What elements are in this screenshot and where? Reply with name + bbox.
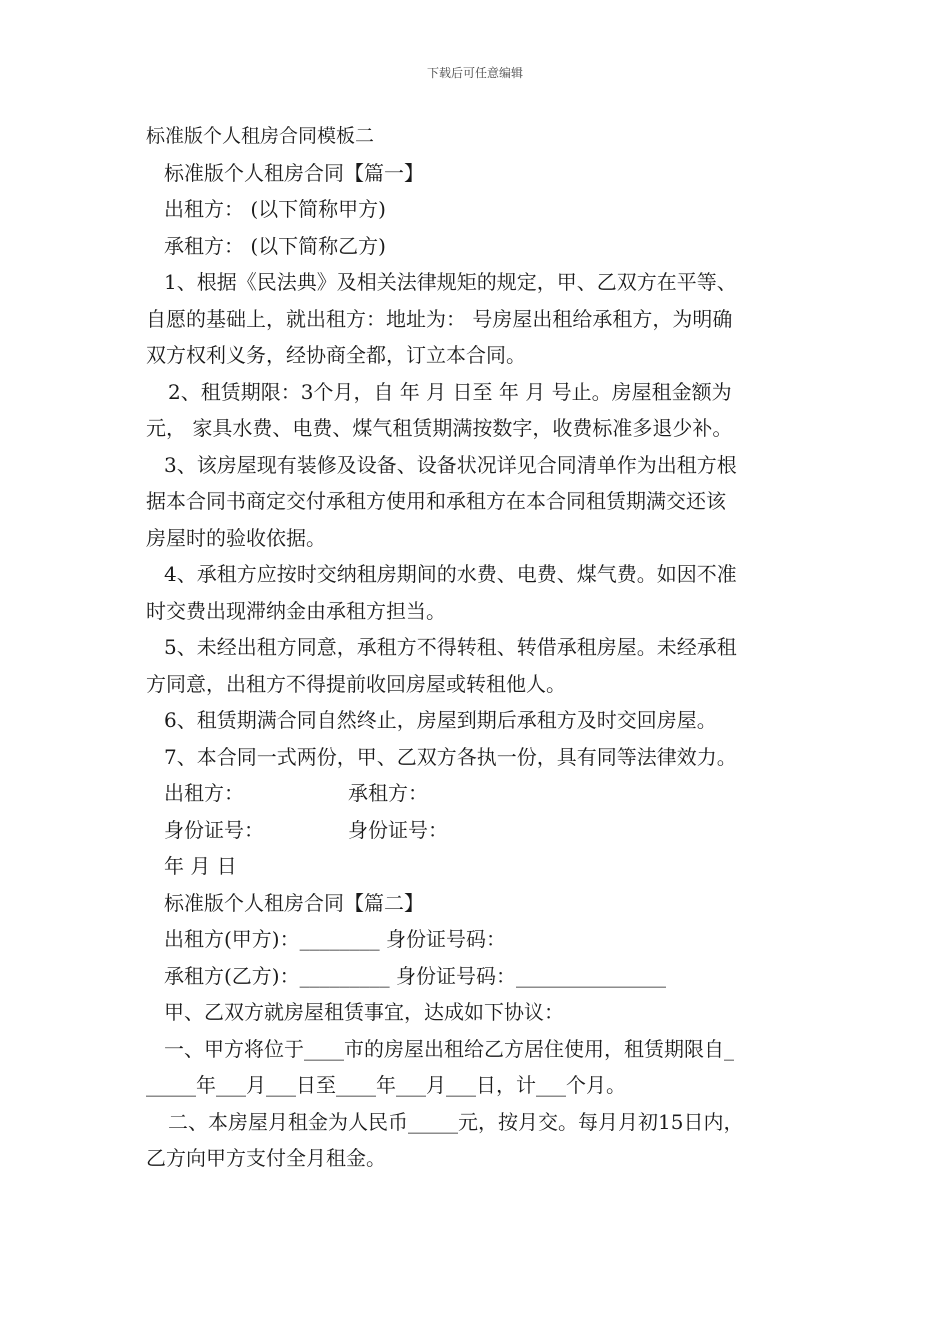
clause-2-line-2: 元， 家具水费、电费、煤气租赁期满按数字，收费标准多退少补。	[146, 416, 733, 440]
clause-3-line-1: 3、该房屋现有装修及设备、设备状况详见合同清单作为出租方根	[164, 452, 737, 477]
lessee-line: 承租方： (以下简称乙方)	[164, 233, 386, 258]
signature-row	[146, 775, 810, 812]
page-header-note: 下载后可任意编辑	[426, 66, 523, 80]
clause-2-line-1: 2、租赁期限：3个月，自 年 月 日至 年 月 号止。房屋租金额为	[168, 379, 732, 404]
id-row	[146, 812, 810, 849]
clause-3-line-3: 房屋时的验收依据。	[146, 525, 326, 550]
clause-5-line-2: 方同意，出租方不得提前收回房屋或转租他人。	[146, 671, 566, 696]
part2-lessor-blank: ________	[299, 927, 380, 951]
clause-3-line-2: 据本合同书商定交付承租方使用和承租方在本合同租赁期满交还该	[146, 489, 726, 513]
clause-6: 6、租赁期满合同自然终止，房屋到期后承租方及时交回房屋。	[164, 708, 717, 732]
clause-1-line-2: 自愿的基础上，就出租方：地址为： 号房屋出租给承租方，为明确	[146, 306, 733, 331]
section-heading-1: 标准版个人租房合同【篇一】	[164, 160, 424, 185]
article-1-line-1: 一、甲方将位于____市的房屋出租给乙方居住使用，租赁期限自_	[164, 1036, 734, 1061]
article-1-line-2: _____年___月___日至____年___月___日，计___个月。	[146, 1073, 626, 1097]
document-title: 标准版个人租房合同模板二	[146, 125, 375, 147]
part2-lessor-id-label: 身份证号码：	[385, 927, 506, 951]
part2-lessor-line	[146, 921, 810, 958]
part2-lessee-line	[146, 958, 810, 995]
date-line: 年 月 日	[164, 854, 237, 878]
clause-1-line-3: 双方权利义务，经协商全都，订立本合同。	[146, 343, 526, 367]
part2-lessor-label: 出租方(甲方)：	[164, 927, 300, 951]
clause-5-line-1: 5、未经出租方同意，承租方不得转租、转借承租房屋。未经承租	[164, 635, 737, 659]
clause-4-line-2: 时交费出现滞纳金由承租方担当。	[146, 598, 446, 623]
document-body	[146, 118, 810, 1177]
clause-1-line-1: 1、根据《民法典》及相关法律规矩的规定，甲、乙双方在平等、	[164, 270, 737, 294]
clause-7: 7、本合同一式两份，甲、乙双方各执一份，具有同等法律效力。	[164, 744, 737, 769]
signature-lessee: 承租方：	[348, 781, 428, 805]
article-2-line-1: 二、本房屋月租金为人民币_____元，按月交。每月月初15日内，	[168, 1109, 744, 1134]
agreement-intro: 甲、乙双方就房屋租赁事宜，达成如下协议：	[164, 1000, 564, 1024]
id-lessor: 身份证号：	[164, 817, 264, 842]
part2-lessee-label: 承租方(乙方)：	[164, 963, 300, 988]
part2-lessee-id-blank: _______________	[515, 963, 666, 988]
part2-lessee-blank: _________	[299, 963, 390, 988]
section-heading-2: 标准版个人租房合同【篇二】	[164, 890, 424, 915]
lessor-line: 出租方： (以下简称甲方)	[164, 197, 386, 221]
id-lessee: 身份证号：	[348, 817, 448, 842]
article-2-line-2: 乙方向甲方支付全月租金。	[146, 1146, 386, 1170]
part2-lessee-id-label: 身份证号码：	[395, 963, 516, 988]
clause-4-line-1: 4、承租方应按时交纳租房期间的水费、电费、煤气费。如因不准	[164, 562, 737, 586]
signature-lessor: 出租方：	[164, 781, 244, 805]
